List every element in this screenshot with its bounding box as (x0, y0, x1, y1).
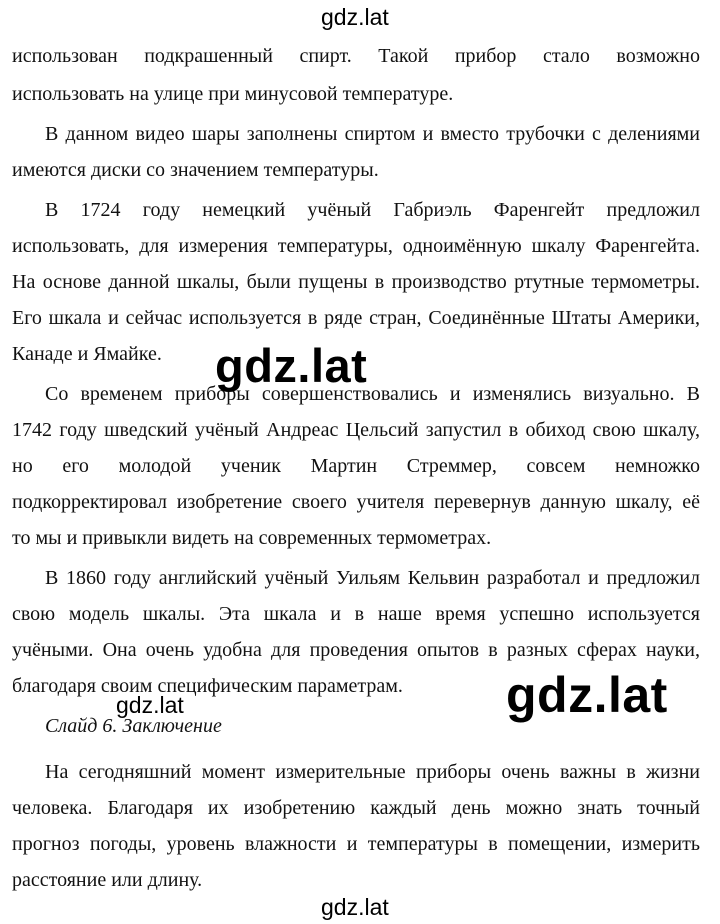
text-line: но его молодой ученик Мартин Стреммер, совсем немножко (12, 455, 700, 477)
text-line: Его шкала и сейчас используется в ряде стран, Соединённые Штаты Америки, (12, 307, 700, 329)
text-line: Со временем приборы совершенствовались и изменялись визуально. В (45, 383, 700, 405)
text-line: В данном видео шары заполнены спиртом и вместо трубочки с делениями (45, 123, 700, 145)
watermark-middle: gdz.lat (215, 339, 368, 392)
text-line: благодаря своим специфическим параметрам. (12, 675, 403, 697)
text-line: На сегодняшний момент измерительные приборы очень важны в жизни (45, 761, 700, 783)
text-line: В 1860 году английский учёный Уильям Кельвин разработал и предложил (45, 567, 700, 589)
text-line: прогноз погоды, уровень влажности и температуры в помещении, измерить (12, 833, 700, 855)
text-line: подкорректировал изобретение своего учителя перевернув данную шкалу, её (12, 491, 700, 513)
text-line: свою модель шкалы. Эта шкала и в наше время успешно используется (12, 603, 700, 625)
text-line: человека. Благодаря их изобретению каждый день можно знать точный (12, 797, 700, 819)
text-line: то мы и привыкли видеть на современных термометрах. (12, 527, 492, 549)
watermark-left: gdz.lat (116, 692, 184, 718)
watermark-bottom: gdz.lat (321, 894, 389, 920)
text-line: расстояние или длину. (12, 869, 203, 891)
slide-heading: Слайд 6. Заключение (45, 715, 222, 737)
text-line: имеются диски со значением температуры. (12, 159, 379, 181)
text-line: В 1724 году немецкий учёный Габриэль Фаренгейт предложил (45, 199, 700, 221)
watermark-top: gdz.lat (321, 4, 389, 30)
text-line: использовать, для измерения температуры, одноимённую шкалу Фаренгейта. (12, 235, 700, 257)
text-line: использован подкрашенный спирт. Такой прибор стало возможно (12, 45, 700, 67)
text-line: На основе данной шкалы, были пущены в производство ртутные термометры. (12, 271, 700, 293)
watermark-right: gdz.lat (506, 667, 668, 723)
text-line: использовать на улице при минусовой температуре. (12, 83, 454, 105)
text-line: учёными. Она очень удобна для проведения опытов в разных сферах науки, (12, 639, 700, 661)
text-line: 1742 году шведский учёный Андреас Цельсий запустил в обиход свою шкалу, (12, 419, 700, 441)
text-line: Канаде и Ямайке. (12, 343, 162, 365)
